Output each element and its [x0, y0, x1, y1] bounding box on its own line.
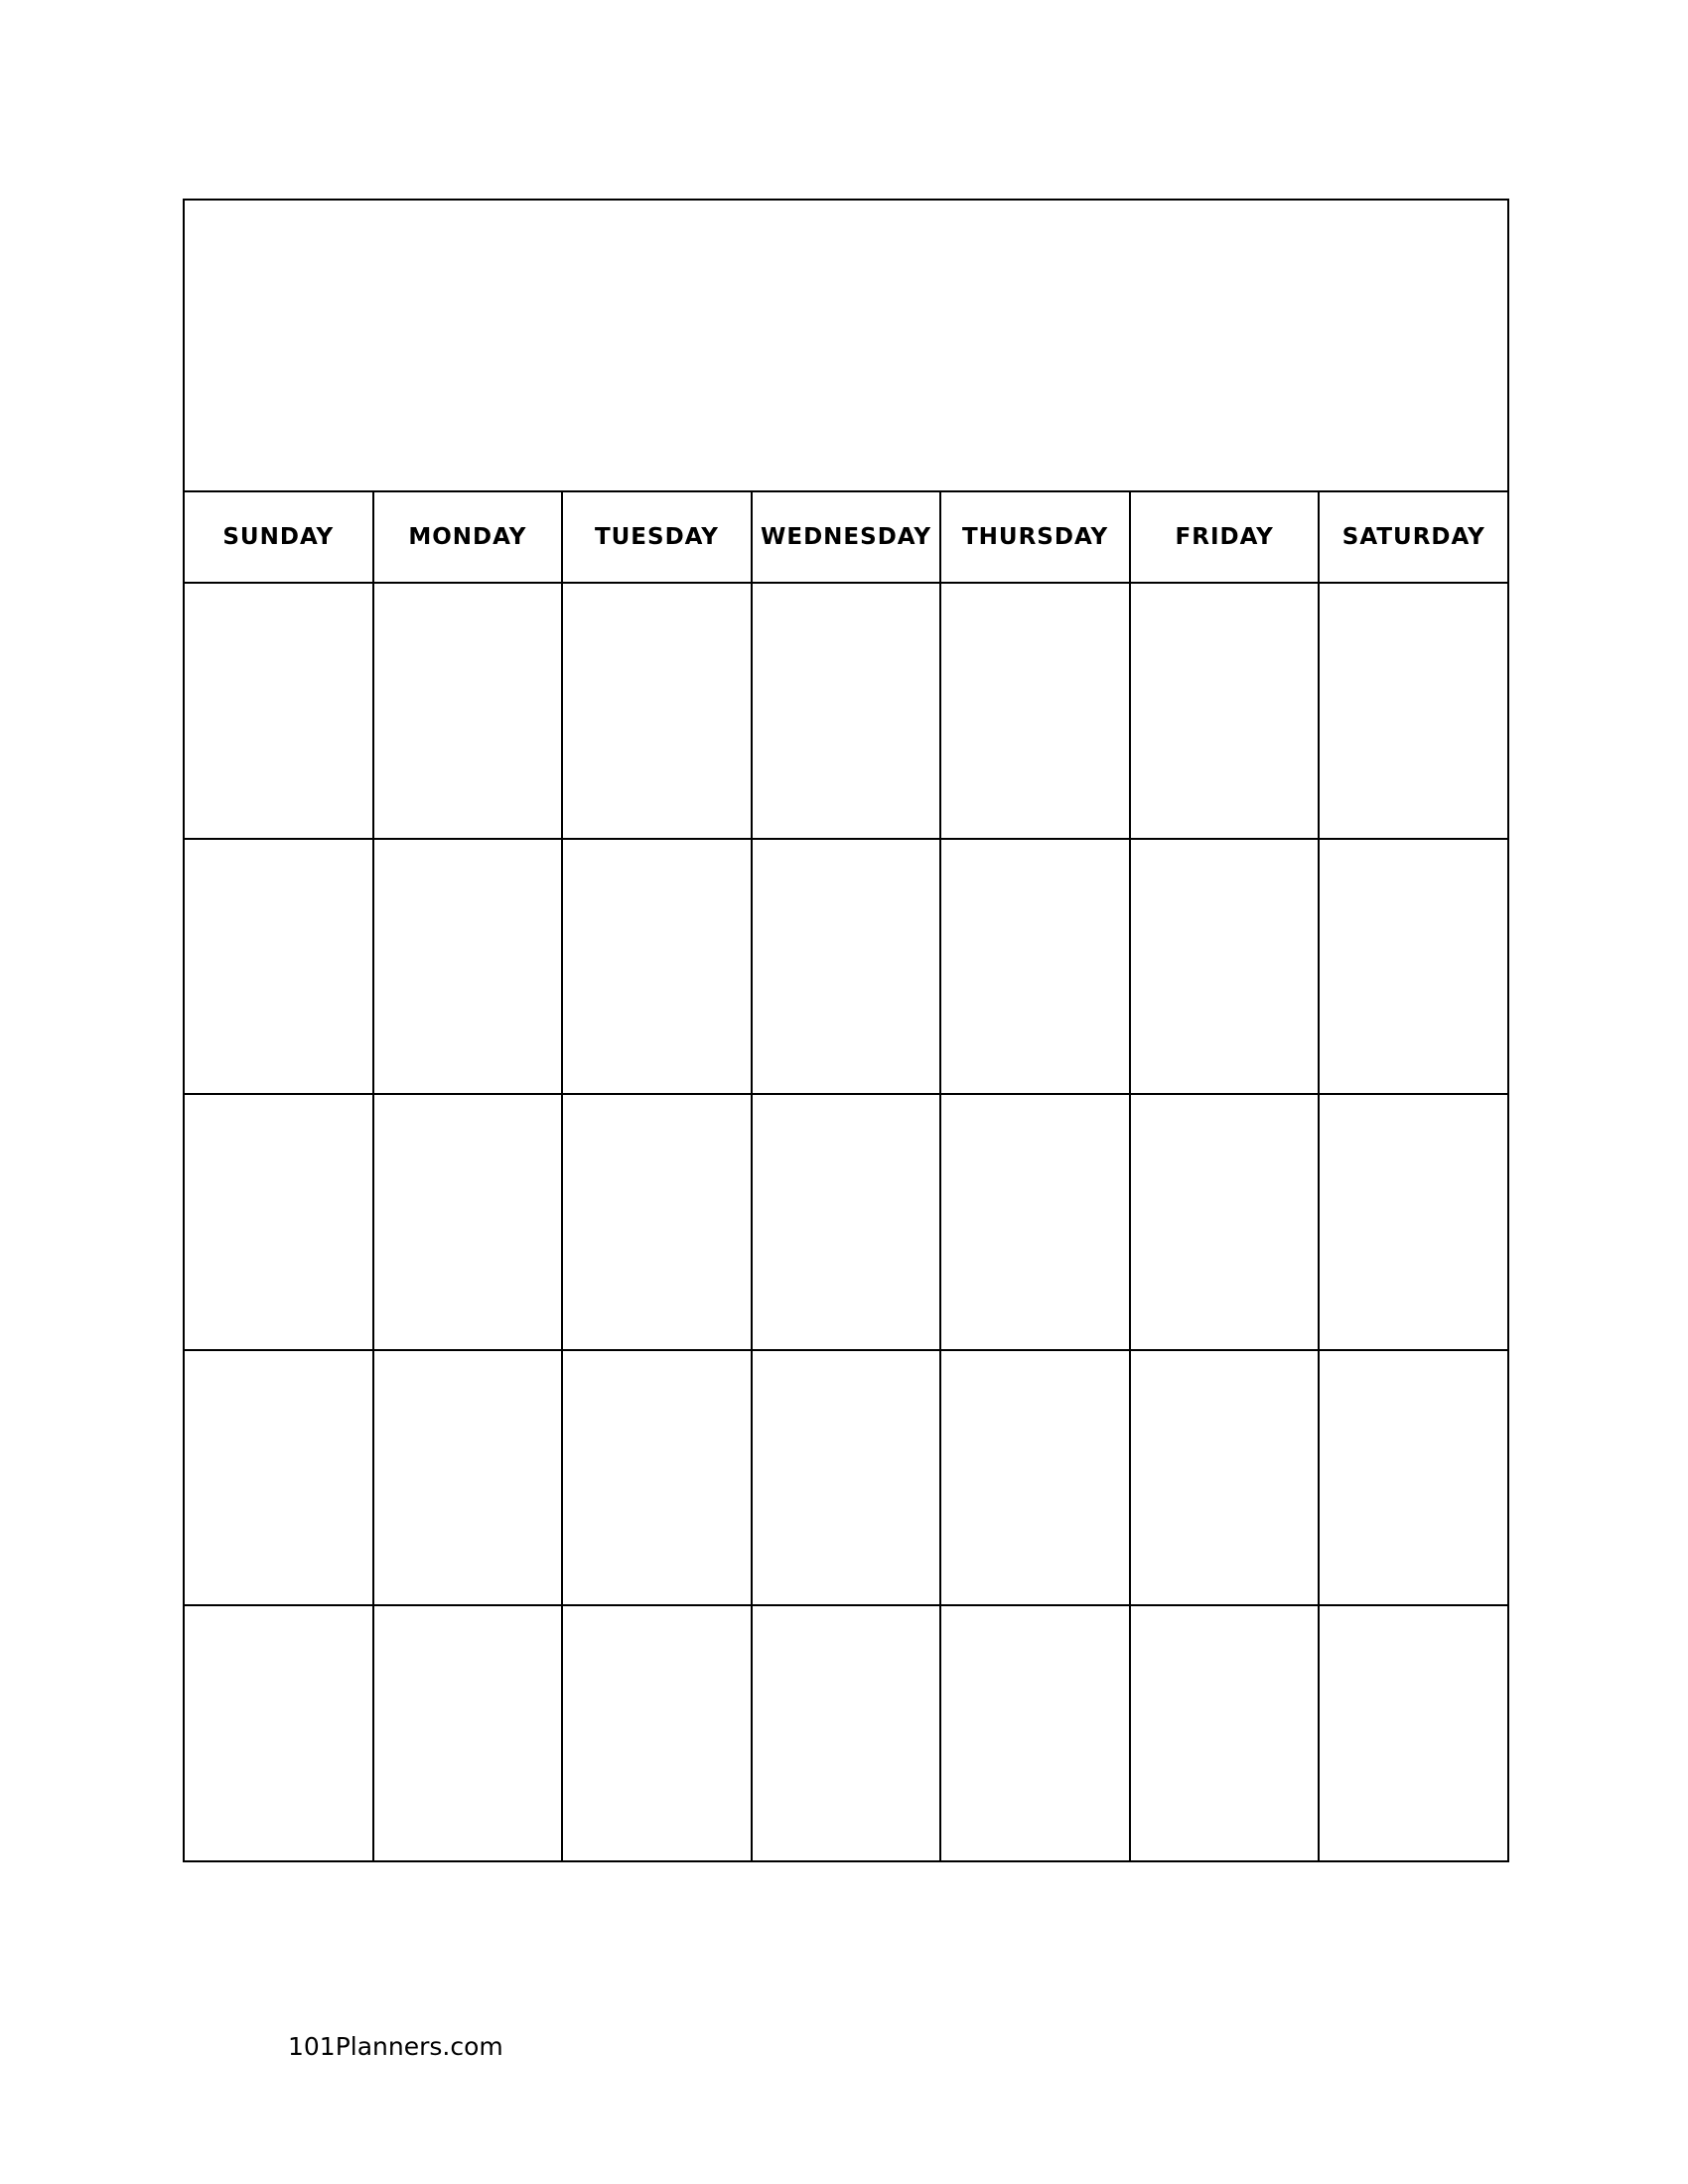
week-row — [185, 838, 1507, 1094]
week-row — [185, 584, 1507, 838]
week-row — [185, 1093, 1507, 1349]
month-title-box — [185, 201, 1507, 492]
day-cell — [939, 1606, 1129, 1860]
day-cell — [185, 1606, 372, 1860]
day-cell — [939, 584, 1129, 838]
day-cell — [751, 584, 940, 838]
day-cell — [1129, 840, 1319, 1094]
weeks-container — [185, 584, 1507, 1860]
footer-website: 101Planners.com — [288, 2032, 503, 2061]
day-cell — [1318, 840, 1507, 1094]
day-cell — [372, 840, 562, 1094]
day-cell — [372, 1351, 562, 1605]
day-cell — [372, 1606, 562, 1860]
day-cell — [939, 1095, 1129, 1349]
weekday-header-saturday: SATURDAY — [1318, 492, 1507, 582]
day-cell — [751, 1351, 940, 1605]
day-cell — [561, 584, 751, 838]
weekday-header-monday: MONDAY — [372, 492, 562, 582]
weekday-header-friday: FRIDAY — [1129, 492, 1319, 582]
day-cell — [1318, 1095, 1507, 1349]
calendar-grid — [183, 199, 1509, 1862]
week-row — [185, 1604, 1507, 1860]
day-cell — [561, 1351, 751, 1605]
day-cell — [185, 1095, 372, 1349]
day-cell — [1129, 1351, 1319, 1605]
day-cell — [1129, 1606, 1319, 1860]
day-cell — [561, 1095, 751, 1349]
weekday-header-wednesday: WEDNESDAY — [751, 492, 940, 582]
day-cell — [1129, 1095, 1319, 1349]
day-cell — [185, 840, 372, 1094]
day-cell — [1318, 1606, 1507, 1860]
weekday-header-sunday: SUNDAY — [222, 524, 335, 550]
day-cell — [372, 584, 562, 838]
day-cell — [185, 584, 372, 838]
day-cell — [751, 840, 940, 1094]
day-cell — [751, 1095, 940, 1349]
day-cell — [1129, 584, 1319, 838]
day-cell — [939, 840, 1129, 1094]
weekday-header-tuesday: TUESDAY — [561, 492, 751, 582]
day-cell — [939, 1351, 1129, 1605]
day-cell — [751, 1606, 940, 1860]
day-cell — [561, 1606, 751, 1860]
week-row — [185, 1349, 1507, 1605]
day-cell — [1318, 584, 1507, 838]
day-cell — [185, 1351, 372, 1605]
day-cell — [372, 1095, 562, 1349]
weekday-header-row — [185, 492, 1507, 584]
weekday-header-thursday: THURSDAY — [939, 492, 1129, 582]
day-cell — [1318, 1351, 1507, 1605]
day-cell — [561, 840, 751, 1094]
